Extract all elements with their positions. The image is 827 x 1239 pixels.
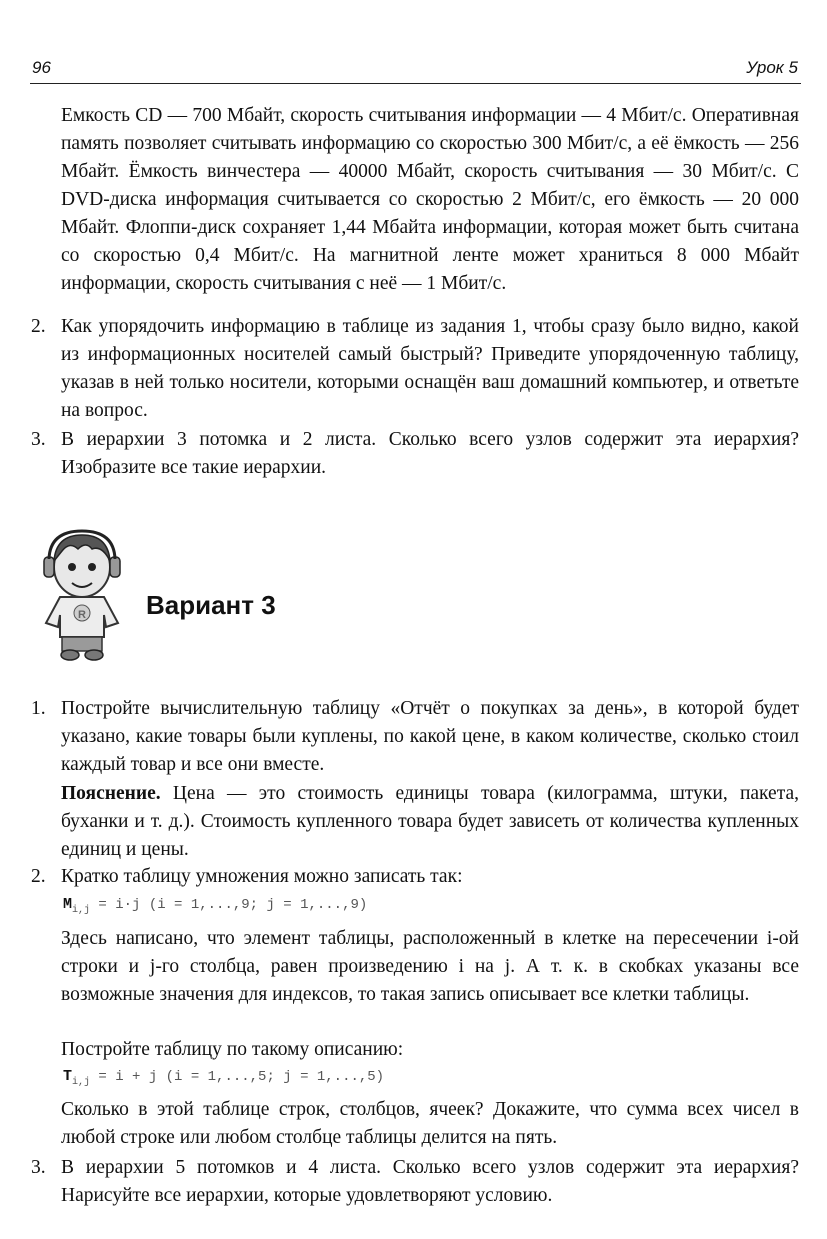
task-number: 3. — [31, 1157, 46, 1178]
build-instruction: Постройте таблицу по такому описанию: — [61, 1039, 404, 1060]
intro-paragraph: Емкость CD — 700 Мбайт, скорость считывания информации — 4 Мбит/с. Оперативная память позволяет считывать информацию со скоростью 300 Мбит/с, а её ёмкость — 256 Мбайт. Ёмкость винчестера — 40000 Мбайт, скорость считывания — 30 Мбит/с. С DVD-диска информация считывается со скоростью 2 Мбит/с, его ёмкость — 20 000 Мбайт. Флоппи-диск сохраняет 1,44 Мбайта информации, которая может быть считана со скоростью 0,4 Мбит/с. На магнитной ленте может храниться 8 000 Мбайт информации, скорость считывания с неё — 1 Мбит/с. — [61, 105, 799, 294]
task-number: 3. — [31, 429, 46, 450]
variant-task-1-text: Постройте вычислительную таблицу «Отчёт о покупках за день», в которой будет указано, какие товары были куплены, по какой цене, в каком количестве, сколько стоил каждый товар и все они вместе. — [61, 698, 799, 775]
task-number: 1. — [31, 698, 46, 719]
page-number: 96 — [32, 58, 51, 77]
variant-title: Вариант 3 — [146, 590, 276, 620]
table-question: Сколько в этой таблице строк, столбцов, ячеек? Докажите, что сумма всех чисел в любой строке или любом столбце таблицы делится на пять. — [61, 1099, 799, 1148]
formula-sum — [63, 1066, 384, 1094]
task-number: 2. — [31, 866, 46, 887]
chapter-title: Урок 5 — [746, 58, 798, 77]
formula-subscript: i,j — [72, 904, 91, 916]
task-3-text: В иерархии 3 потомка и 2 листа. Сколько всего узлов содержит эта иерархия? Изобразите все такие иерархии. — [61, 429, 799, 478]
note-text: Цена — это стоимость единицы товара (килограмма, штуки, пакета, буханки и т. д.). Стоимость купленного товара будет зависеть от количества купленных единиц и цены. — [61, 783, 799, 860]
formula-explanation: Здесь написано, что элемент таблицы, расположенный в клетке на пересечении i-ой строки и j-го столбца, равен произведению i на j. А т. к. в скобках указаны все возможные значения для индексов, то такая запись описывает все клетки таблицы. — [61, 928, 799, 1005]
boy-with-headphones-icon — [30, 527, 134, 663]
formula-subscript: i,j — [72, 1076, 91, 1088]
explanation-note — [61, 780, 799, 864]
running-header — [30, 58, 800, 84]
task-2-text: Как упорядочить информацию в таблице из задания 1, чтобы сразу было видно, какой из информационных носителей самый быстрый? Приведите упорядоченную таблицу, указав в ней только носители, которыми оснащён ваш домашний компьютер, и ответьте на вопрос. — [61, 316, 799, 421]
variant-task-2-intro: Кратко таблицу умножения можно записать так: — [61, 866, 463, 887]
note-label: Пояснение. — [61, 783, 161, 804]
formula-body: = i + j (i = 1,...,5; j = 1,...,5) — [90, 1069, 385, 1085]
task-number: 2. — [31, 316, 46, 337]
svg-text:R: R — [78, 609, 86, 621]
header-rule — [30, 83, 801, 84]
variant-task-3-text: В иерархии 5 потомков и 4 листа. Сколько всего узлов содержит эта иерархия? Нарисуйте все иерархии, которые удовлетворяют условию. — [61, 1157, 799, 1206]
formula-body: = i·j (i = 1,...,9; j = 1,...,9) — [90, 897, 368, 913]
formula-name: M — [63, 896, 73, 913]
formula-name: T — [63, 1068, 73, 1085]
formula-multiplication — [63, 894, 367, 922]
